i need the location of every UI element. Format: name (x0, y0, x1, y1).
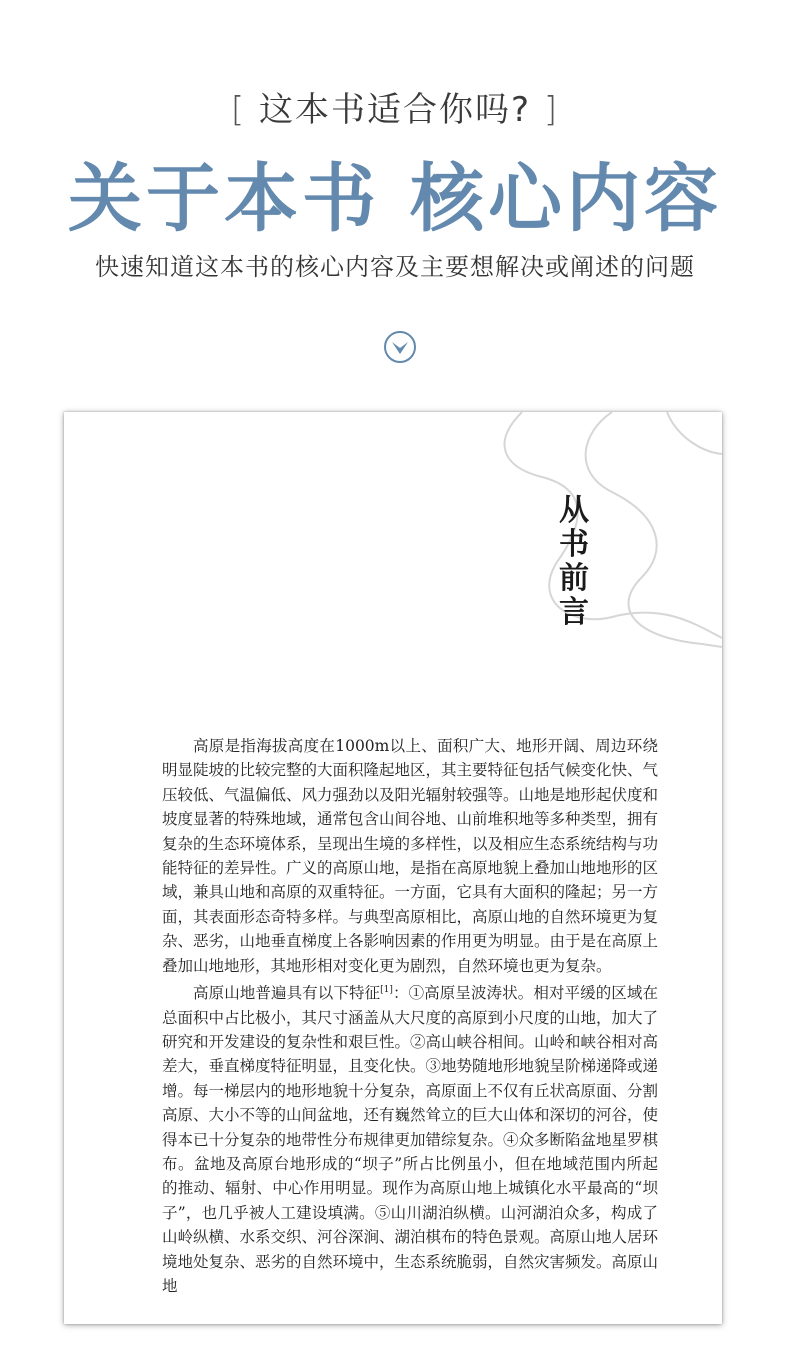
footnote-ref: [1] (380, 985, 393, 996)
decorative-curves (462, 412, 722, 652)
main-title (0, 140, 790, 246)
paragraph-2 (162, 978, 658, 1298)
paragraph-2-intro: 高原山地普遍具有以下特征 (193, 984, 381, 1003)
page-heading (556, 494, 592, 630)
heading-char: 前 (559, 561, 589, 596)
heading-char: 言 (559, 595, 589, 630)
body-text (162, 734, 658, 1299)
subtitle: 快速知道这本书的核心内容及主要想解决或阐述的问题 (95, 253, 695, 281)
question-text: 这本书适合你吗? (258, 90, 532, 130)
header-question (0, 82, 790, 131)
book-page (64, 412, 722, 1324)
heading-char: 从 (559, 493, 589, 528)
heading-char: 书 (559, 527, 589, 562)
chevron-down-circle-icon (383, 330, 417, 364)
paragraph-1: 高原是指海拔高度在1000m以上、面积广大、地形开阔、周边环绕明显陡坡的比较完整的大面积隆起地区，其主要特征包括气候变化快、气压较低、气温偏低、风力强劲以及阳光辐射较强等。山地是地形起伏度和坡度显著的特殊地域，通常包含山间谷地、山前堆积地等多种类型，拥有复杂的生态环境体系，呈现出生境的多样性，以及相应生态系统结构与功能特征的差异性。广义的高原山地，是指在高原地貌上叠加山地地形的区域，兼具山地和高原的双重特征。一方面，它具有大面积的隆起；另一方面，其表面形态奇特多样。与典型高原相比，高原山地的自然环境更为复杂、恶劣，山地垂直梯度上各影响因素的作用更为明显。由于是在高原上叠加山地地形，其地形相对变化更为剧烈，自然环境也更为复杂。 (162, 737, 659, 975)
title-part-1: 关于本书 (68, 156, 380, 242)
bracket-left: [ (230, 90, 247, 130)
paragraph-2-rest: ：①高原呈波涛状。相对平缓的区域在总面积中占比极小，其尺寸涵盖从大尺度的高原到小尺度的山地，加大了研究和开发建设的复杂性和艰巨性。②高山峡谷相间。山岭和峡谷相对高差大，垂直梯度特征明显，且变化快。③地势随地形地貌呈阶梯递降或递增。每一梯层内的地形地貌十分复杂，高原面上不仅有丘状高原面、分割高原、大小不等的山间盆地，还有巍然耸立的巨大山体和深切的河谷，使得本已十分复杂的地带性分布规律更加错综复杂。④众多断陷盆地星罗棋布。盆地及高原台地形成的“坝子”所占比例虽小，但在地域范围内所起的推动、辐射、中心作用明显。现作为高原山地上城镇化水平最高的“坝子”，也几乎被人工建设填满。⑤山川湖泊纵横。山河湖泊众多，构成了山岭纵横、水系交织、河谷深涧、湖泊棋布的特色景观。高原山地人居环境地处复杂、恶劣的自然环境中，生态系统脆弱，自然灾害频发。高原山地 (162, 984, 659, 1296)
bracket-right: ] (543, 90, 560, 130)
title-part-2: 核心内容 (410, 156, 722, 242)
